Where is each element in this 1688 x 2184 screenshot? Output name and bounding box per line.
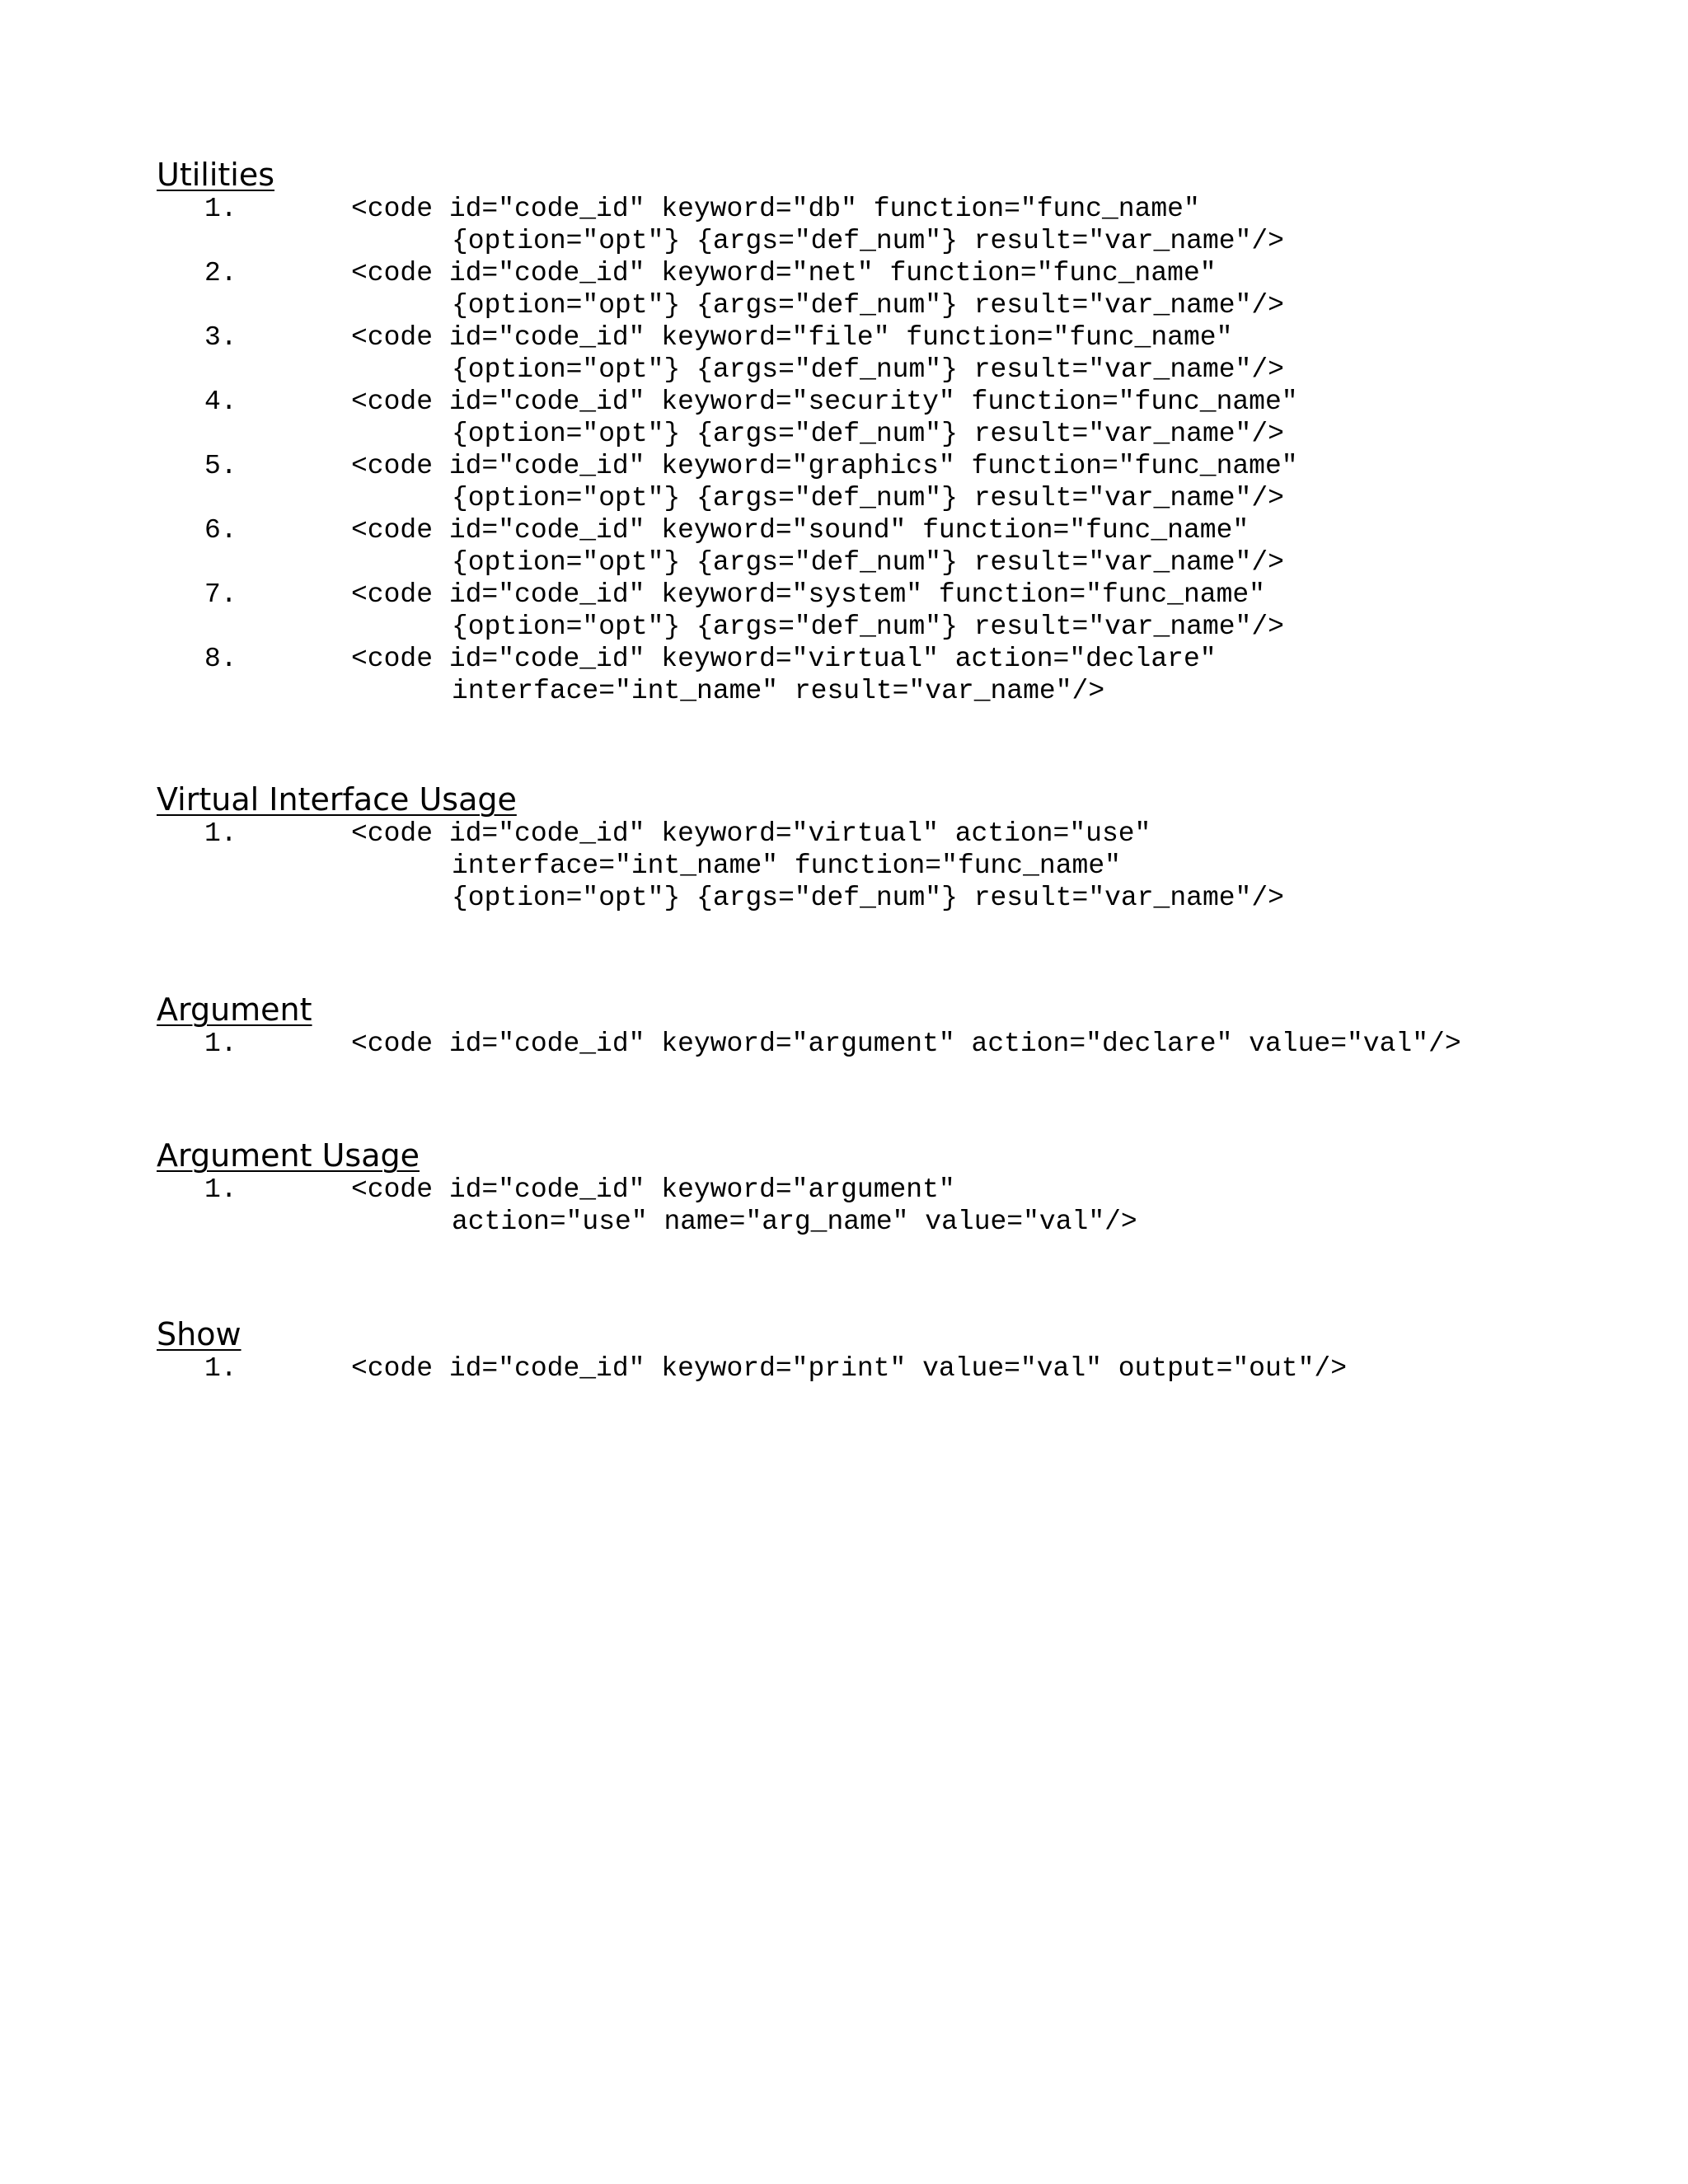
code-line: <code id="code_id" keyword="virtual" action="declare" bbox=[351, 644, 1217, 674]
code-line: <code id="code_id" keyword="file" function="func_name" bbox=[351, 322, 1233, 353]
section-argument bbox=[157, 991, 1558, 1060]
section-utilities bbox=[157, 157, 1558, 707]
section-virtual-interface-usage bbox=[157, 781, 1558, 914]
list-item bbox=[157, 321, 1558, 386]
code-line: {option="opt"} {args="def_num"} result="var_name"/> bbox=[452, 547, 1284, 578]
code-line: <code id="code_id" keyword="security" function="func_name" bbox=[351, 387, 1298, 417]
code-line: <code id="code_id" keyword="argument" bbox=[351, 1174, 955, 1205]
section-heading: Utilities bbox=[157, 157, 275, 193]
list-item bbox=[157, 1352, 1558, 1385]
code-line: {option="opt"} {args="def_num"} result="var_name"/> bbox=[452, 483, 1284, 513]
item-number: 7. bbox=[204, 579, 237, 610]
code-line: <code id="code_id" keyword="net" function="func_name" bbox=[351, 258, 1217, 288]
item-number: 5. bbox=[204, 451, 237, 481]
item-number: 1. bbox=[204, 194, 237, 224]
list-item bbox=[157, 257, 1558, 321]
list-item bbox=[157, 643, 1558, 707]
list-item bbox=[157, 579, 1558, 643]
item-number: 1. bbox=[204, 818, 237, 849]
code-line: interface="int_name" function="func_name" bbox=[452, 851, 1121, 881]
code-line: {option="opt"} {args="def_num"} result="var_name"/> bbox=[452, 354, 1284, 385]
code-line: <code id="code_id" keyword="db" function="func_name" bbox=[351, 194, 1200, 224]
list-item bbox=[157, 386, 1558, 450]
section-argument-usage bbox=[157, 1137, 1558, 1238]
item-number: 4. bbox=[204, 387, 237, 417]
code-line: {option="opt"} {args="def_num"} result="var_name"/> bbox=[452, 290, 1284, 321]
section-heading: Virtual Interface Usage bbox=[157, 781, 517, 818]
code-line: <code id="code_id" keyword="print" value="val" output="out"/> bbox=[351, 1353, 1347, 1384]
item-number: 8. bbox=[204, 644, 237, 674]
code-line: <code id="code_id" keyword="system" function="func_name" bbox=[351, 579, 1265, 610]
list-item bbox=[157, 1028, 1558, 1060]
list-item bbox=[157, 450, 1558, 514]
code-line: action="use" name="arg_name" value="val"/> bbox=[452, 1207, 1137, 1237]
item-number: 1. bbox=[204, 1174, 237, 1205]
item-number: 3. bbox=[204, 322, 237, 353]
code-line: {option="opt"} {args="def_num"} result="var_name"/> bbox=[452, 419, 1284, 449]
code-line: {option="opt"} {args="def_num"} result="var_name"/> bbox=[452, 612, 1284, 642]
item-number: 2. bbox=[204, 258, 237, 288]
list-item bbox=[157, 514, 1558, 579]
section-show bbox=[157, 1316, 1558, 1385]
code-line: {option="opt"} {args="def_num"} result="var_name"/> bbox=[452, 883, 1284, 913]
section-heading: Argument Usage bbox=[157, 1137, 420, 1174]
list-item bbox=[157, 1174, 1558, 1238]
code-line: <code id="code_id" keyword="graphics" function="func_name" bbox=[351, 451, 1298, 481]
code-line: {option="opt"} {args="def_num"} result="var_name"/> bbox=[452, 226, 1284, 256]
section-heading: Show bbox=[157, 1316, 241, 1352]
item-number: 1. bbox=[204, 1353, 237, 1384]
code-line: interface="int_name" result="var_name"/> bbox=[452, 676, 1105, 706]
section-heading: Argument bbox=[157, 991, 312, 1028]
code-line: <code id="code_id" keyword="sound" function="func_name" bbox=[351, 515, 1250, 546]
list-item bbox=[157, 818, 1558, 914]
item-number: 1. bbox=[204, 1029, 237, 1059]
code-line: <code id="code_id" keyword="virtual" action="use" bbox=[351, 818, 1151, 849]
item-number: 6. bbox=[204, 515, 237, 546]
list-item bbox=[157, 193, 1558, 257]
code-line: <code id="code_id" keyword="argument" action="declare" value="val"/> bbox=[351, 1029, 1461, 1059]
